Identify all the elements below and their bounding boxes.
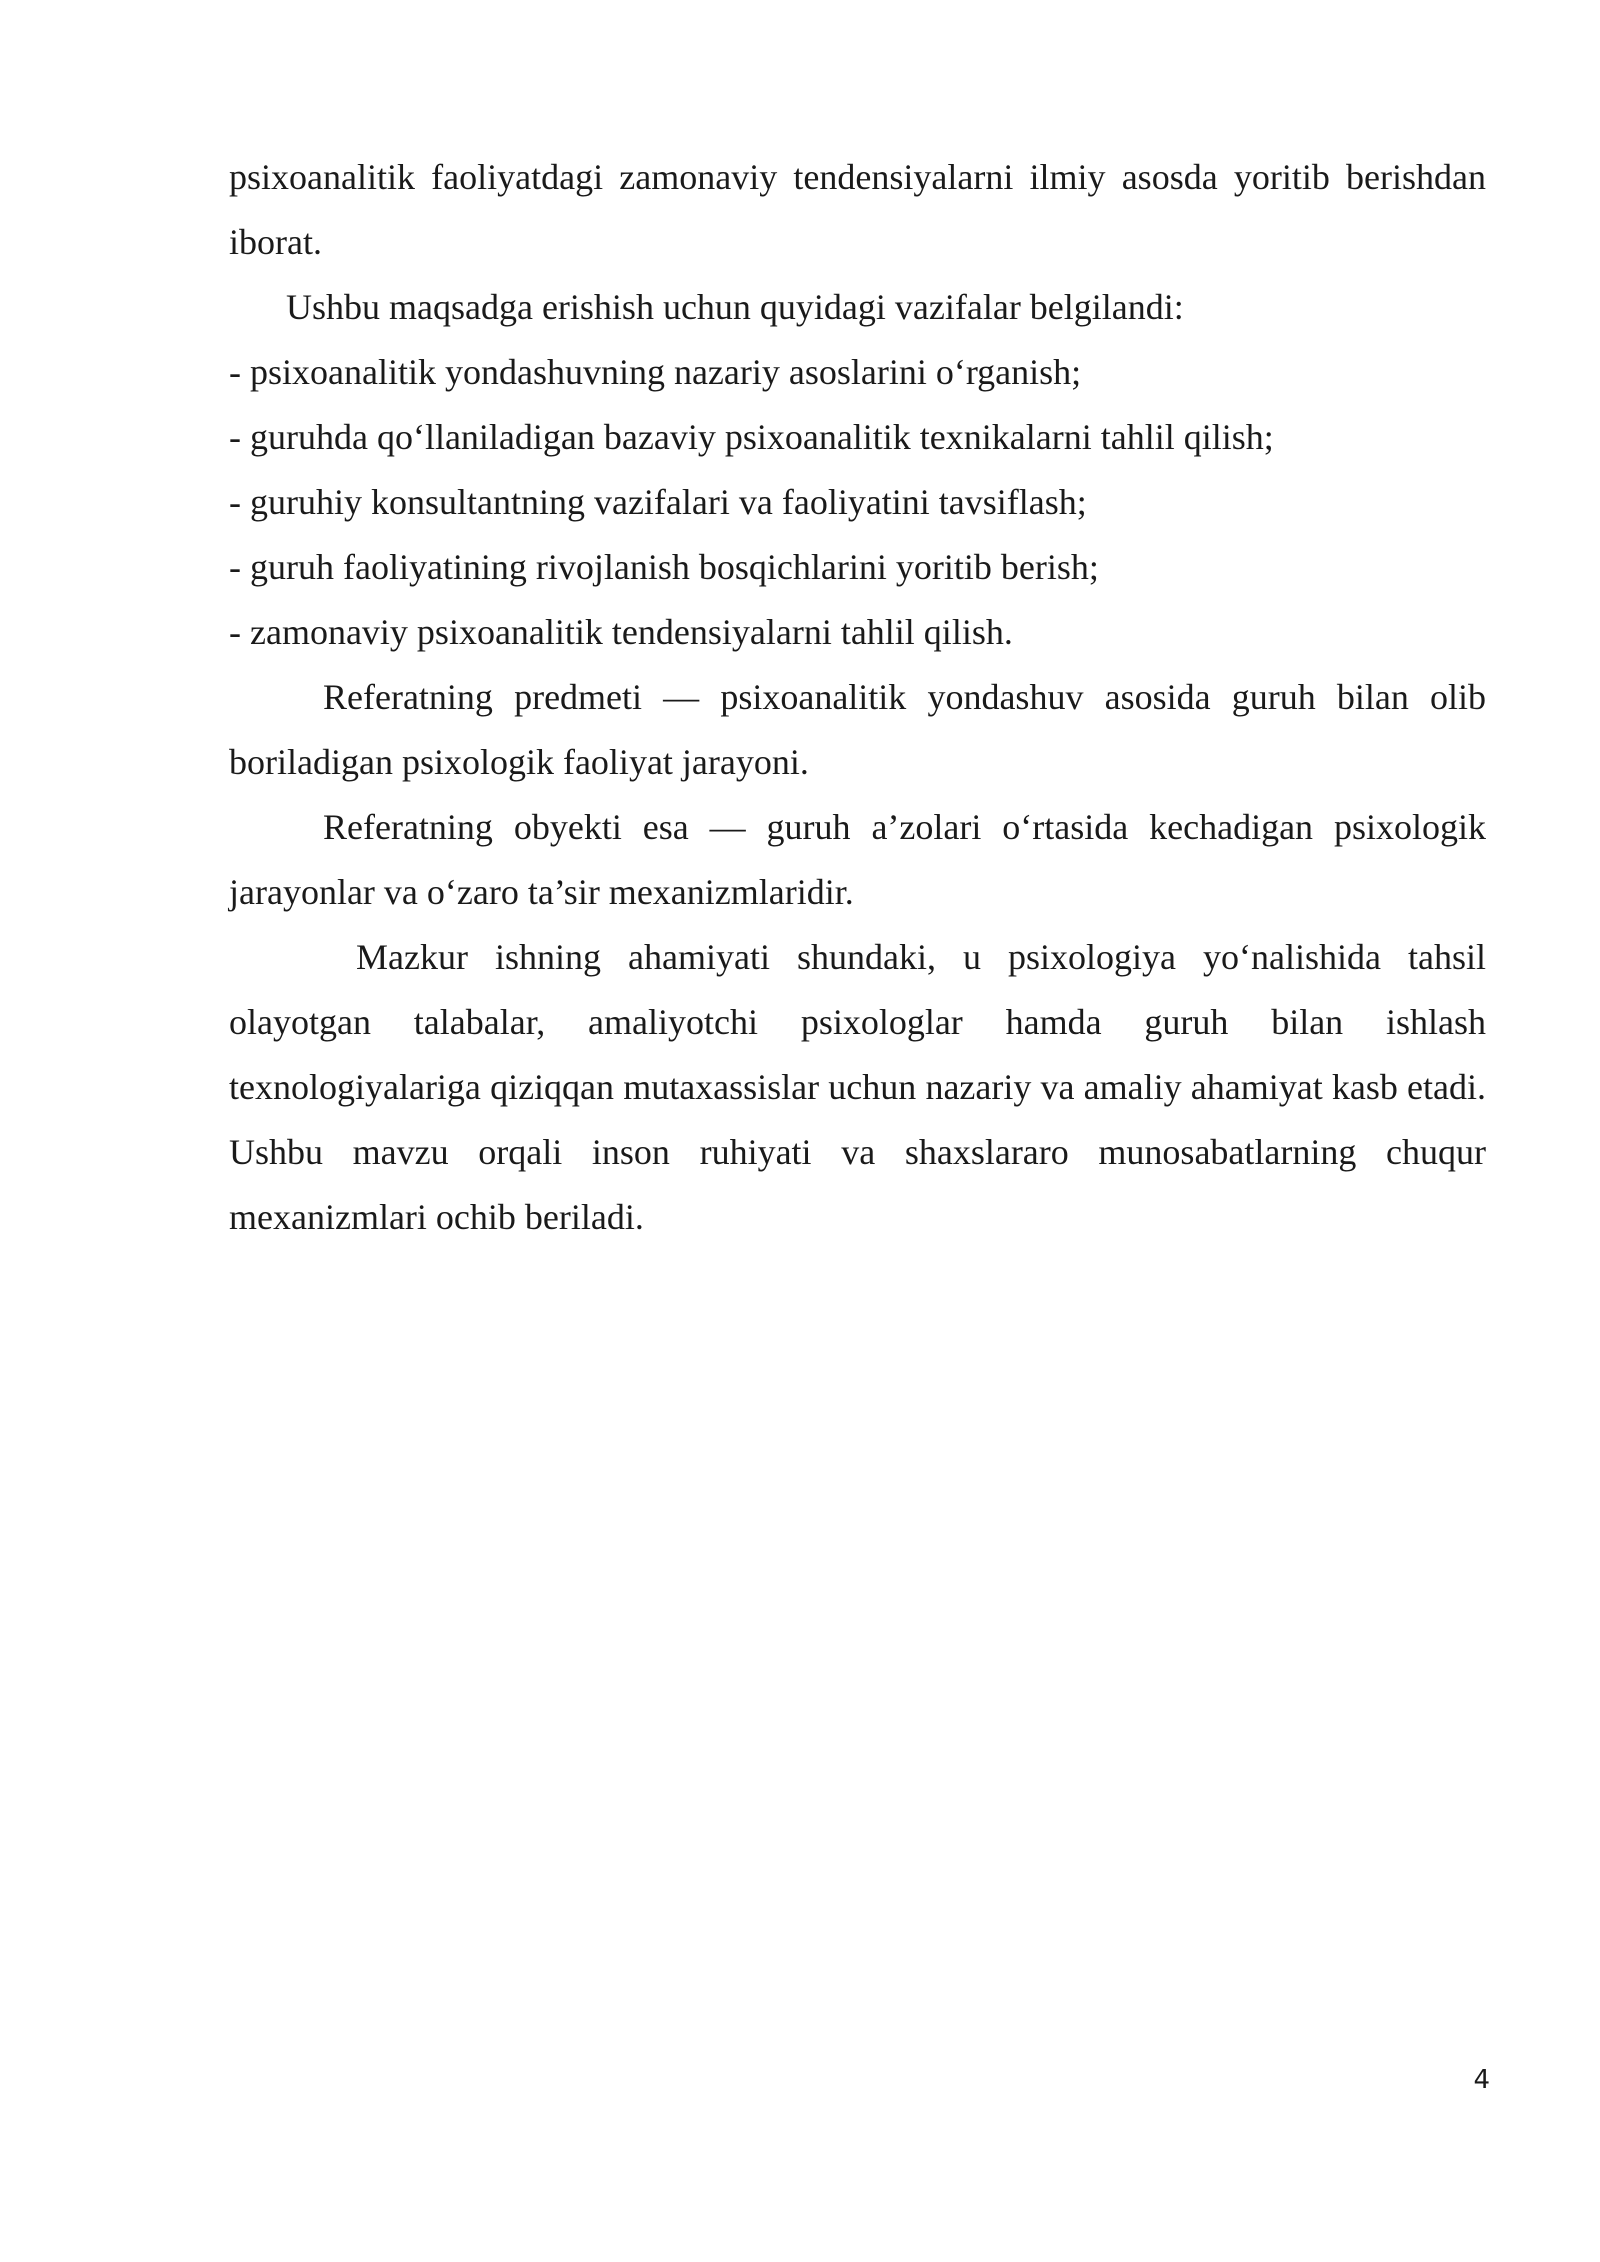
list-item: - psixoanalitik yondashuvning nazariy asoslarini o‘rganish; bbox=[229, 352, 1082, 392]
paragraph-object: Referatning obyekti esa — guruh a’zolari o‘rtasida kechadigan psixologik jarayonlar va o‘zaro ta’sir mexanizmlaridir. bbox=[229, 807, 1486, 912]
page-body bbox=[229, 145, 1486, 1250]
page-number: 4 bbox=[1473, 2065, 1490, 2095]
list-item: - guruhda qo‘llaniladigan bazaviy psixoanalitik texnikalarni tahlil qilish; bbox=[229, 417, 1274, 457]
paragraph-tasks-intro: Ushbu maqsadga erishish uchun quyidagi vazifalar belgilandi: bbox=[286, 287, 1184, 327]
paragraph-intro-continuation: psixoanalitik faoliyatdagi zamonaviy tendensiyalarni ilmiy asosda yoritib berishdan iborat. bbox=[229, 157, 1486, 262]
list-item: - guruh faoliyatining rivojlanish bosqichlarini yoritib berish; bbox=[229, 547, 1099, 587]
paragraph-significance: Mazkur ishning ahamiyati shundaki, u psixologiya yo‘nalishida tahsil olayotgan talabalar, amaliyotchi psixologlar hamda guruh bilan ishlash texnologiyalariga qiziqqan mutaxassislar uchun nazariy va amaliy ahamiyat kasb etadi. Ushbu mavzu orqali inson ruhiyati va shaxslararo munosabatlarning chuqur mexanizmlari ochib beriladi. bbox=[229, 937, 1486, 1237]
tasks-list bbox=[229, 340, 1486, 665]
paragraph-subject: Referatning predmeti — psixoanalitik yondashuv asosida guruh bilan olib boriladigan psixologik faoliyat jarayoni. bbox=[229, 677, 1486, 782]
list-item: - zamonaviy psixoanalitik tendensiyalarni tahlil qilish. bbox=[229, 612, 1013, 652]
list-item: - guruhiy konsultantning vazifalari va faoliyatini tavsiflash; bbox=[229, 482, 1087, 522]
